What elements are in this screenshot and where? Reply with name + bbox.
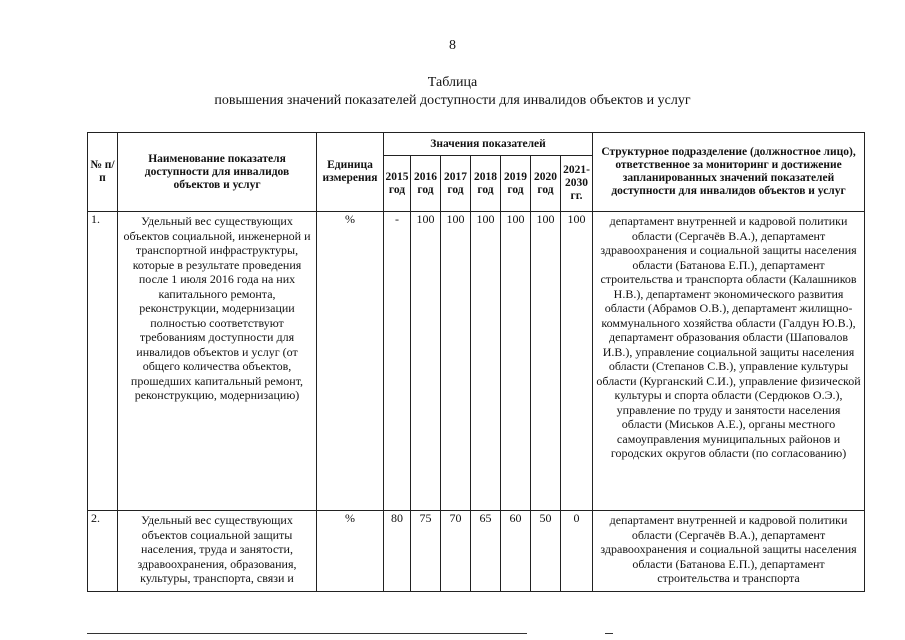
header-year: 2020 год — [531, 156, 561, 212]
row-responsible: департамент внутренней и кадровой политики области (Сергачёв В.А.), департамент здравоохранения и социальной защиты населения области (Батанова Е.П.), департамент строительства и транспорта области (Калашников Н.В.), департамент экономического развития области (Абрамов О.В.), департамент жилищно-коммунального хозяйства области (Галдун Ю.В.), департамент образования области (Шаповалов И.В.), управление социальной защиты населения области (Степанов С.В.), управление культуры области (Курганский С.И.), управление физической культуры и спорта области (Сердюков О.Э.), управление по труду и занятости населения области (Миськов А.Е.), органы местного самоуправления муниципальных районов и городских округов области (по согласованию) — [593, 212, 865, 511]
row-unit: % — [317, 511, 384, 592]
row-indicator-name: Удельный вес существующих объектов социальной, инженерной и транспортной инфраструктуры, которые в результате проведения после 1 июля 2016 года на них капитального ремонта, реконструкции, модернизации полностью соответствуют требованиям доступности для инвалидов объектов и услуг (от общего количества объектов, прошедших капитальный ремонт, реконструкцию, модернизацию) — [118, 212, 317, 511]
row-value: 75 — [411, 511, 441, 592]
header-num: № п/п — [88, 133, 118, 212]
row-value: 0 — [561, 511, 593, 592]
header-year: 2017 год — [441, 156, 471, 212]
row-indicator-name: Удельный вес существующих объектов социальной защиты населения, труда и занятости, здравоохранения, образования, культуры, транспорта, связи и — [118, 511, 317, 592]
bottom-mark — [605, 633, 613, 634]
header-year: 2018 год — [471, 156, 501, 212]
row-num: 1. — [88, 212, 118, 511]
header-year: 2016 год — [411, 156, 441, 212]
header-year: 2019 год — [501, 156, 531, 212]
row-value: 100 — [501, 212, 531, 511]
row-num: 2. — [88, 511, 118, 592]
table-row — [88, 212, 865, 511]
row-value: 100 — [471, 212, 501, 511]
title-line-1: Таблица — [427, 75, 478, 90]
table-row — [88, 511, 865, 592]
page-number: 8 — [449, 38, 456, 53]
row-unit: % — [317, 212, 384, 511]
header-responsible: Структурное подразделение (должностное лицо), ответственное за мониторинг и достижение запланированных значений показателей доступности для инвалидов объектов и услуг — [593, 133, 865, 212]
row-value: 100 — [561, 212, 593, 511]
row-responsible: департамент внутренней и кадровой политики области (Сергачёв В.А.), департамент здравоохранения и социальной защиты населения области (Батанова Е.П.), департамент строительства и транспорта — [593, 511, 865, 592]
row-value: 70 — [441, 511, 471, 592]
header-values-group: Значения показателей — [384, 133, 593, 156]
row-value: - — [384, 212, 411, 511]
title-line-2: повышения значений показателей доступности для инвалидов объектов и услуг — [214, 93, 691, 108]
indicators-table — [87, 132, 865, 592]
row-value: 100 — [441, 212, 471, 511]
row-value: 80 — [384, 511, 411, 592]
header-year: 2021-2030 гг. — [561, 156, 593, 212]
row-value: 50 — [531, 511, 561, 592]
row-value: 65 — [471, 511, 501, 592]
row-value: 60 — [501, 511, 531, 592]
header-year: 2015 год — [384, 156, 411, 212]
header-name: Наименование показателя доступности для инвалидов объектов и услуг — [118, 133, 317, 212]
header-unit: Единица измерения — [317, 133, 384, 212]
bottom-divider — [87, 633, 527, 634]
row-value: 100 — [531, 212, 561, 511]
row-value: 100 — [411, 212, 441, 511]
